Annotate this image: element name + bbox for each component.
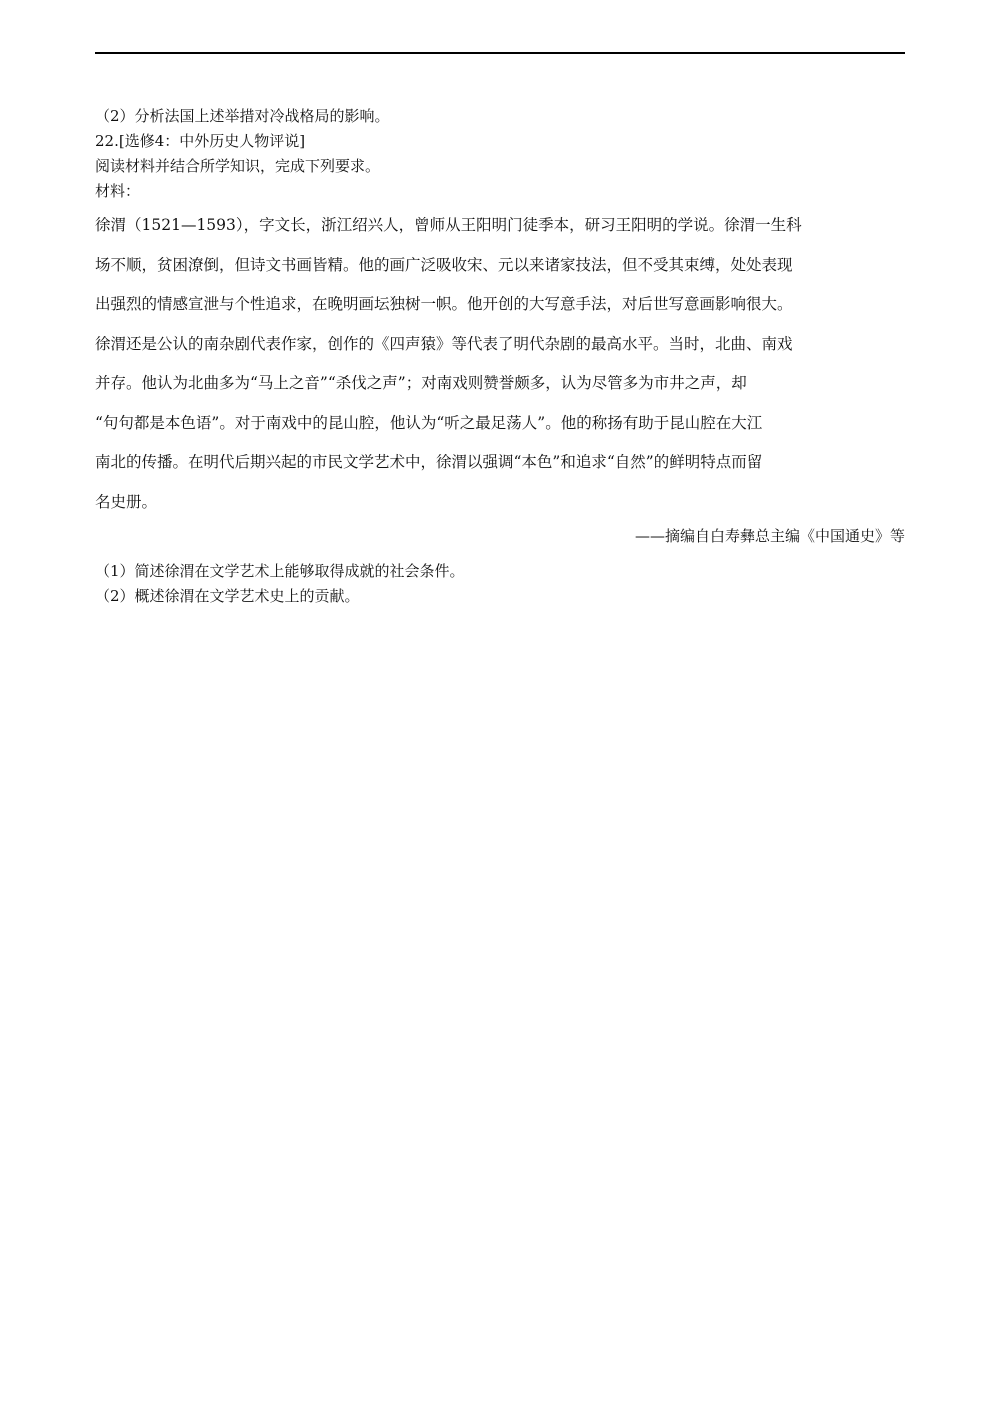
material-line: 并存。他认为北曲多为“马上之音”“杀伐之声”；对南戏则赞誉颇多，认为尽管多为市井之声，却: [95, 374, 747, 392]
material-source: ——摘编自白寿彝总主编《中国通史》等: [634, 527, 905, 545]
question-22-heading: 22.[选修4：中外历史人物评说]: [95, 132, 306, 150]
instruction-text: 阅读材料并结合所学知识，完成下列要求。: [95, 157, 381, 175]
material-line: 南北的传播。在明代后期兴起的市民文学艺术中，徐渭以强调“本色”和追求“自然”的鲜明特点而留: [95, 453, 763, 471]
material-label: 材料：: [95, 182, 141, 200]
material-line: 徐渭（1521—1593），字文长，浙江绍兴人，曾师从王阳明门徒季本，研习王阳明的学说。徐渭一生科: [95, 216, 802, 234]
question-22-part-2: （2）概述徐渭在文学艺术史上的贡献。: [95, 587, 360, 605]
material-line: 名史册。: [95, 492, 158, 511]
header-rule: [95, 52, 905, 54]
material-line: 徐渭还是公认的南杂剧代表作家，创作的《四声猿》等代表了明代杂剧的最高水平。当时，北曲、南戏: [95, 334, 793, 353]
question-22-part-1: （1）简述徐渭在文学艺术上能够取得成就的社会条件。: [95, 562, 465, 580]
question-21-part-2: （2）分析法国上述举措对冷战格局的影响。: [95, 107, 390, 125]
material-line: 出强烈的情感宣泄与个性追求，在晚明画坛独树一帜。他开创的大写意手法，对后世写意画影响很大。: [95, 295, 793, 313]
material-line: 场不顺，贫困潦倒，但诗文书画皆精。他的画广泛吸收宋、元以来诸家技法，但不受其束缚，处处表现: [95, 255, 793, 274]
material-line: “句句都是本色语”。对于南戏中的昆山腔，他认为“听之最足荡人”。他的称扬有助于昆山腔在大江: [95, 413, 763, 432]
material-paragraph: [95, 206, 907, 522]
